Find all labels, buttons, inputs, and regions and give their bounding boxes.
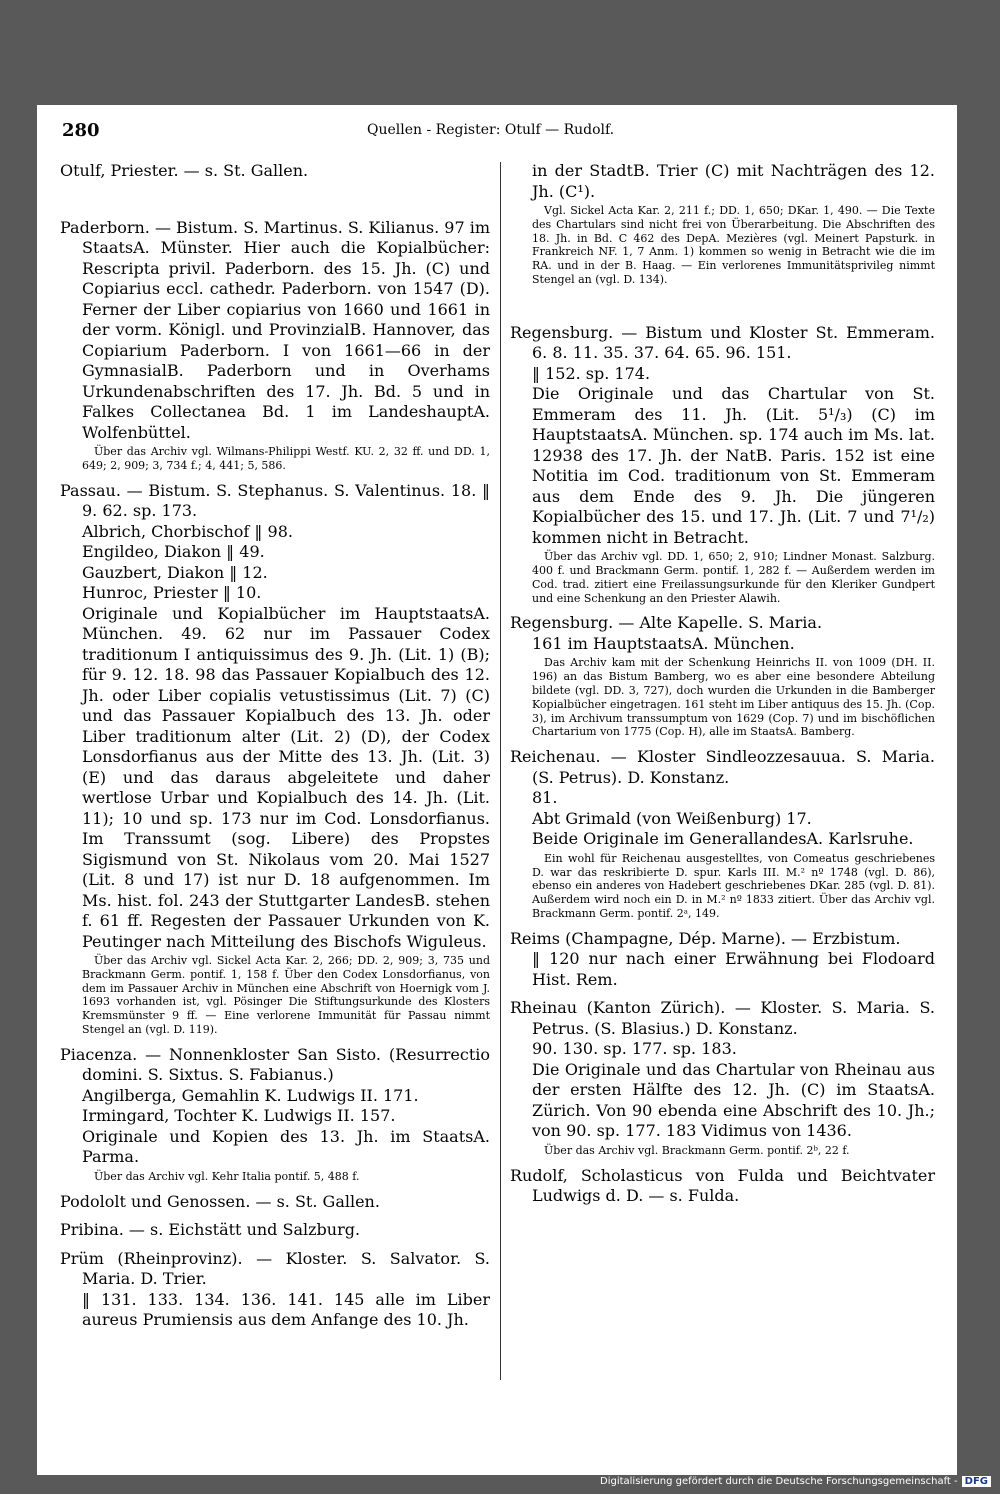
entry-heading: Pribina. — s. Eichstätt und Salzburg. <box>60 1220 361 1240</box>
entry-line: 81. <box>532 788 558 808</box>
page-number: 280 <box>62 120 100 141</box>
entry-heading: Reims (Champagne, Dép. Marne). — Erzbistum. <box>510 928 901 948</box>
entry-heading: Otulf, Priester. — s. St. Gallen. <box>60 161 309 180</box>
entry-line: in der StadtB. Trier (C) mit Nachträgen des 12. Jh. (C¹). <box>532 161 935 201</box>
entry-line: ‖ 152. sp. 174. <box>532 363 651 383</box>
entry-line: Gauzbert, Diakon ‖ 12. <box>82 562 268 582</box>
register-entry <box>60 161 490 182</box>
entry-line: Engildeo, Diakon ‖ 49. <box>82 542 265 562</box>
entry-note: Über das Archiv vgl. Sickel Acta Kar. 2, 266; DD. 2, 909; 3, 735 und Brackmann Germ. pontif. 1, 158 f. Über den Codex Lonsdorfianus, von dem im Passauer Archiv in München eine Abschrift von Hoernigk vom J. 1693 vorhanden ist, vgl. Pösinger Die Stiftungsurkunde des Klosters Kremsmünster 9 ff. — Eine verlorene Immunität für Passau nimmt Stengel an (vgl. D. 119). <box>82 954 490 1037</box>
entry-heading: Paderborn. — Bistum. S. Martinus. S. Kilianus. 97 im StaatsA. Münster. Hier auch die Kopialbücher: Rescripta privil. Paderborn. des 15. Jh. (C) und Copiarius eccl. cathedr. Paderborn. von 1547 (D). Ferner der Liber copiarius von 1660 und 1661 in der vorm. Königl. und ProvinzialB. Hannover, das Copiarium Paderborn. I von 1661—66 in der GymnasialB. Paderborn und in Overhams Urkundenabschriften des 17. Jh. Bd. 5 und in Falkes Collectanea Bd. 1 im LandeshauptA. Wolfenbüttel. <box>60 217 490 442</box>
footer-text: Digitalisierung gefördert durch die Deutsche Forschungsgemeinschaft - <box>600 1476 958 1487</box>
register-entry <box>510 323 935 606</box>
entry-line: Albrich, Chorbischof ‖ 98. <box>82 521 293 541</box>
entry-line: Irmingard, Tochter K. Ludwigs II. 157. <box>82 1106 396 1126</box>
entry-note: Über das Archiv vgl. Brackmann Germ. pontif. 2ᵇ, 22 f. <box>544 1143 850 1157</box>
entry-note: Über das Archiv vgl. Kehr Italia pontif. 5, 488 f. <box>94 1169 360 1183</box>
entry-line: Originale und Kopien des 13. Jh. im StaatsA. Parma. <box>82 1126 490 1167</box>
entry-note: Ein wohl für Reichenau ausgestelltes, von Comeatus geschriebenes D. war das reskribierte D. spur. Karls III. M.² nº 1748 (vgl. D. 86), ebenso ein anderes von Hadebert geschriebenes DKar. 285 (vgl. D. 81). Außerdem wird noch ein D. in M.² nº 1833 zitiert. Über das Archiv vgl. Brackmann Germ. pontif. 2ᵃ, 149. <box>532 851 935 920</box>
entry-heading: Regensburg. — Bistum und Kloster St. Emmeram. 6. 8. 11. 35. 37. 64. 65. 96. 151. <box>510 322 935 363</box>
register-entry <box>60 218 490 473</box>
register-entry <box>60 1045 490 1184</box>
entry-heading: Reichenau. — Kloster Sindleozzesauua. S. Maria. (S. Petrus). D. Konstanz. <box>510 747 935 787</box>
entry-heading: Passau. — Bistum. S. Stephanus. S. Valentinus. 18. ‖ 9. 62. sp. 173. <box>60 480 490 521</box>
entry-line: Hunroc, Priester ‖ 10. <box>82 583 262 603</box>
register-entry <box>510 929 935 991</box>
entry-line: Abt Grimald (von Weißenburg) 17. <box>532 808 812 828</box>
entry-line: Die Originale und das Chartular von St. Emmeram des 11. Jh. (Lit. 5¹/₃) (C) im HauptstaatsA. München. sp. 174 auch im Ms. lat. 12938 des 17. Jh. der NatB. Paris. 152 ist eine Notitia im Cod. traditionum von St. Emmeram aus dem Ende des 9. Jh. Die jüngeren Kopialbücher des 15. und 17. Jh. (Lit. 7 und 7¹/₂) kommen nicht in Betracht. <box>532 384 935 547</box>
running-title: Quellen - Register: Otulf — Rudolf. <box>367 122 615 138</box>
entry-heading: Rudolf, Scholasticus von Fulda und Beichtvater Ludwigs d. D. — s. Fulda. <box>510 1165 935 1206</box>
entry-heading: Rheinau (Kanton Zürich). — Kloster. S. Maria. S. Petrus. (S. Blasius.) D. Konstanz. <box>510 998 935 1038</box>
page-header <box>62 120 942 144</box>
register-entry <box>60 1249 490 1331</box>
entry-line: Beide Originale im GenerallandesA. Karlsruhe. <box>532 829 914 849</box>
register-entry <box>510 161 935 287</box>
entry-gap <box>60 190 490 218</box>
entry-note: Das Archiv kam mit der Schenkung Heinrichs II. von 1009 (DH. II. 196) an das Bistum Bamberg, wo es aber eine besondere Abteilung bildete (vgl. DD. 3, 727), doch wurden die Urkunden in die Bamberger Kopialbücher eingetragen. 161 steht im Liber antiquus des 15. Jh. (Cop. 3), im Archivum transsumptum von 1629 (Cop. 7) und im bischöflichen Chartarium von 1775 (Cop. H), alle im StaatsA. Bamberg. <box>532 656 935 739</box>
register-entry <box>510 1166 935 1207</box>
entry-note: Über das Archiv vgl. Wilmans-Philippi Westf. KU. 2, 32 ff. und DD. 1, 649; 2, 909; 3, 734 f.; 4, 441; 5, 586. <box>82 445 490 472</box>
register-entry <box>60 1220 490 1241</box>
right-column <box>510 161 935 1215</box>
entry-line: Originale und Kopialbücher im HauptstaatsA. München. 49. 62 nur im Passauer Codex traditionum I antiquissimus des 9. Jh. (Lit. 1) (B); für 9. 12. 18. 98 das Passauer Kopialbuch des 12. Jh. oder Liber copialis vetustissimus (Lit. 7) (C) und das Passauer Kopialbuch des 13. Jh. oder Liber traditionum alter (Lit. 2) (D), der Codex Lonsdorfianus aus der Mitte des 13. Jh. (Lit. 3) (E) und das daraus abgeleitete und daher wertlose Urbar und Kopialbuch des 14. Jh. (Lit. 11); 10 und sp. 173 nur im Cod. Lonsdorfianus. Im Transsumt (sog. Libere) des Propstes Sigismund von St. Nikolaus vom 20. Mai 1527 (Lit. 8 und 17) ist nur D. 18 aufgenommen. Im Ms. hist. fol. 243 der Stuttgarter LandesB. stehen f. 61 ff. Regesten der Passauer Urkunden von K. Peutinger nach Mitteilung des Bischofs Wiguleus. <box>82 603 490 951</box>
column-divider <box>500 162 501 1380</box>
entry-line: 161 im HauptstaatsA. München. <box>532 633 795 653</box>
register-entry <box>60 1192 490 1213</box>
entry-note: Vgl. Sickel Acta Kar. 2, 211 f.; DD. 1, 650; DKar. 1, 490. — Die Texte des Chartulars sind nicht frei von Überarbeitung. Die Abschriften des 18. Jh. in Bd. C 462 des DepA. Mezières (vgl. Meinert Papsturk. in Frankreich NF. 1, 7 Anm. 1) kommen so wenig in Betracht wie die im RA. und in der B. Haag. — Ein verlorenes Immunitätsprivileg nimmt Stengel an (vgl. D. 134). <box>532 204 935 286</box>
entry-line: ‖ 131. 133. 134. 136. 141. 145 alle im Liber aureus Prumiensis aus dem Anfange des 10. Jh. <box>82 1289 490 1330</box>
entry-line: Angilberga, Gemahlin K. Ludwigs II. 171. <box>82 1085 419 1105</box>
entry-line: ‖ 120 nur nach einer Erwähnung bei Flodoard Hist. Rem. <box>532 949 935 989</box>
left-column <box>60 161 490 1339</box>
entry-heading: Regensburg. — Alte Kapelle. S. Maria. <box>510 613 823 633</box>
register-entry <box>510 747 935 920</box>
dfg-logo: DFG <box>962 1476 991 1487</box>
entry-line: Die Originale und das Chartular von Rheinau aus der ersten Hälfte des 12. Jh. (C) im StaatsA. Zürich. Von 90 ebenda eine Abschrift des 10. Jh.; von 90. sp. 177. 183 Vidimus von 1436. <box>532 1059 935 1141</box>
footer-credit <box>600 1476 996 1492</box>
register-entry <box>60 481 490 1037</box>
entry-line: 90. 130. sp. 177. sp. 183. <box>532 1039 737 1059</box>
register-entry <box>510 613 935 739</box>
entry-heading: Podololt und Genossen. — s. St. Gallen. <box>60 1191 380 1211</box>
entry-note: Über das Archiv vgl. DD. 1, 650; 2, 910; Lindner Monast. Salzburg. 400 f. und Brackmann Germ. pontif. 1, 282 f. — Außerdem werden im Cod. trad. zitiert eine Freilassungsurkunde für den Kleriker Gundpert und eine Schenkung an den Priester Alawih. <box>532 550 935 605</box>
register-entry <box>510 998 935 1157</box>
entry-gap <box>510 295 935 323</box>
entry-heading: Piacenza. — Nonnenkloster San Sisto. (Resurrectio domini. S. Sixtus. S. Fabianus.) <box>60 1044 490 1085</box>
entry-heading: Prüm (Rheinprovinz). — Kloster. S. Salvator. S. Maria. D. Trier. <box>60 1248 490 1289</box>
